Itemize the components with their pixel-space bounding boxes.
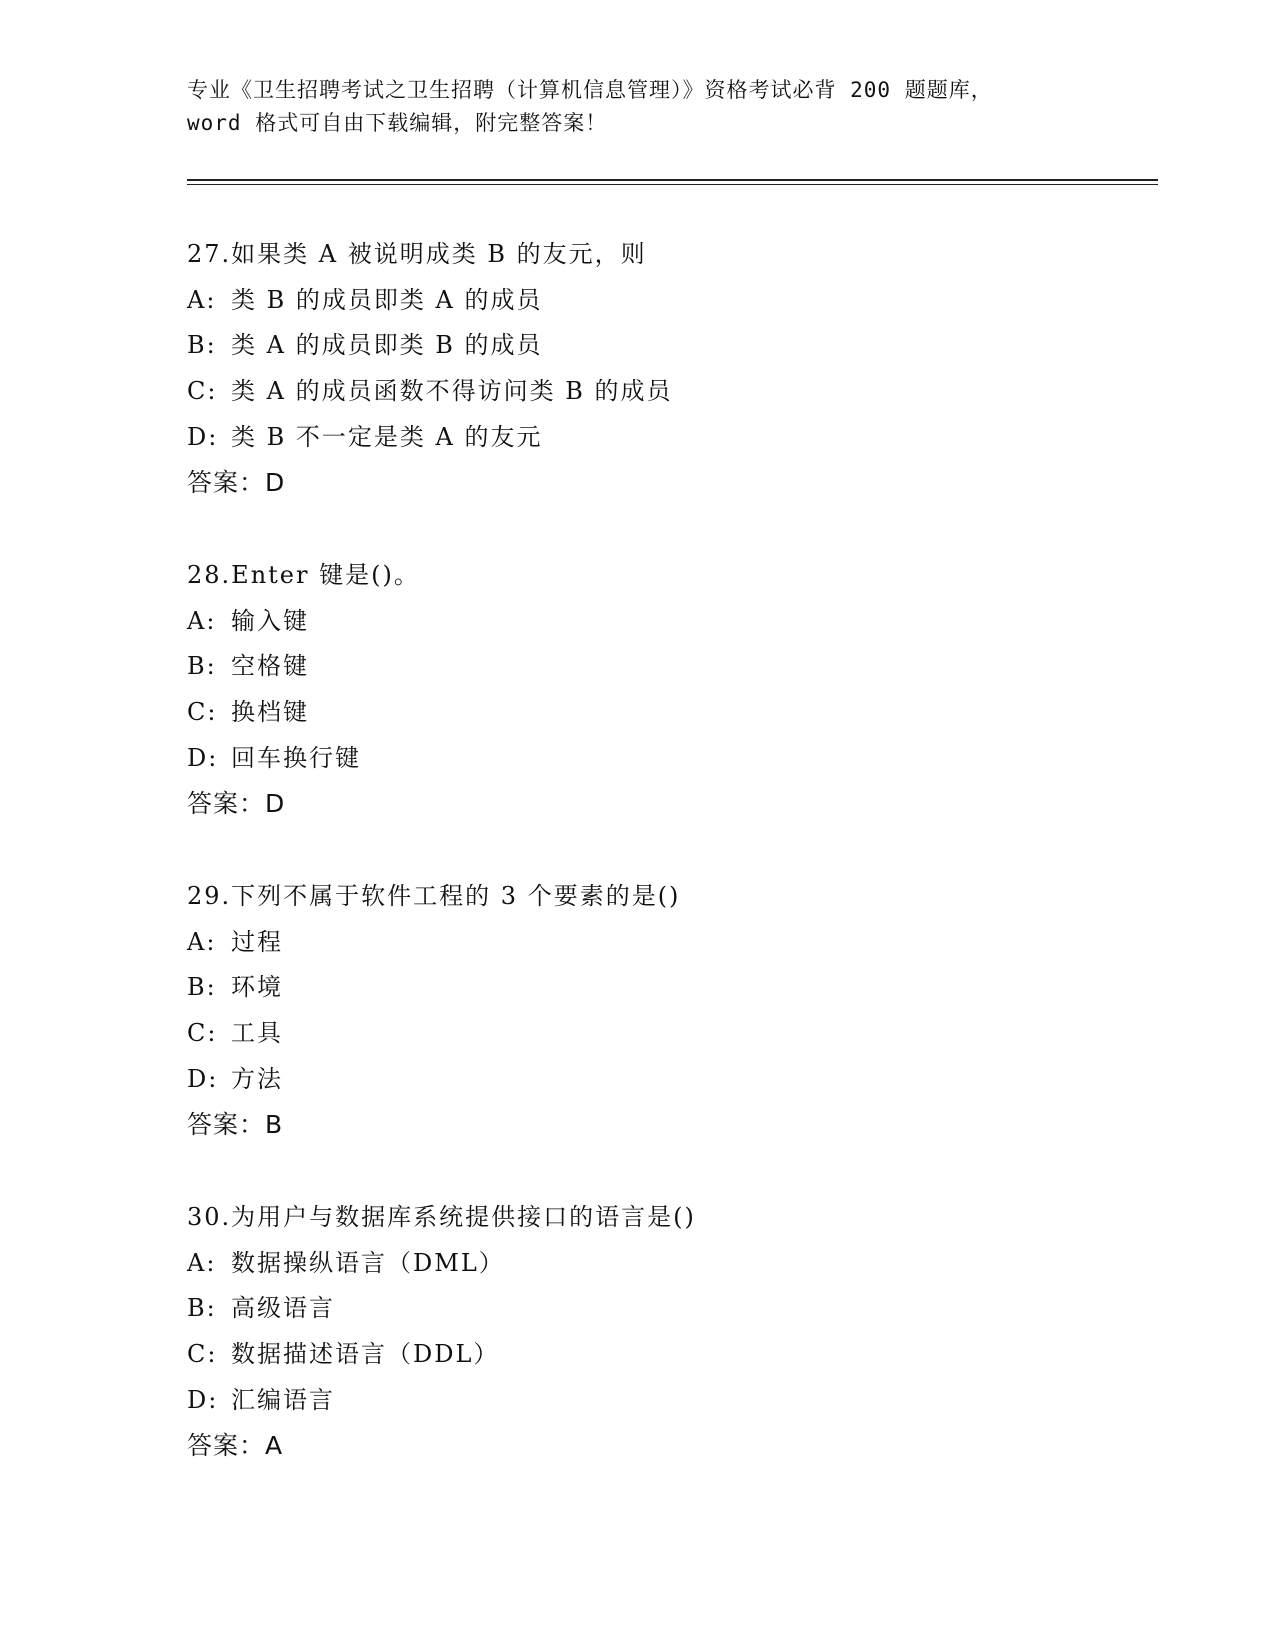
option-a [187, 599, 1137, 645]
option-b [187, 323, 1137, 369]
question-stem: 28.Enter 键是()。 [187, 561, 420, 589]
header-divider [187, 179, 1158, 185]
option-text: 换档键 [231, 698, 309, 727]
option-text: 环境 [231, 973, 283, 1002]
option-key: C: [187, 698, 218, 727]
option-text: 回车换行键 [231, 743, 361, 772]
option-key: B: [187, 652, 217, 681]
option-key: A: [187, 285, 217, 314]
option-key: B: [187, 1294, 217, 1323]
question-28 [187, 553, 1137, 827]
option-text: 空格键 [231, 652, 309, 681]
option-text: 数据描述语言（DDL） [231, 1340, 500, 1369]
option-text: 数据操纵语言（DML） [231, 1248, 505, 1277]
header-line-1: 专业《卫生招聘考试之卫生招聘（计算机信息管理）》资格考试必背 200 题题库， [187, 78, 993, 102]
option-key: D: [187, 422, 219, 451]
document-header [187, 74, 1087, 140]
option-key: C: [187, 1340, 218, 1369]
question-29 [187, 874, 1137, 1148]
option-d [187, 415, 1137, 461]
option-text: 类 A 的成员函数不得访问类 B 的成员 [231, 377, 673, 406]
option-b [187, 1286, 1137, 1332]
option-text: 类 A 的成员即类 B 的成员 [231, 331, 543, 360]
option-a [187, 278, 1137, 324]
option-text: 类 B 不一定是类 A 的友元 [231, 422, 543, 451]
option-key: B: [187, 331, 217, 360]
option-a [187, 920, 1137, 966]
option-key: D: [187, 1385, 219, 1414]
answer: 答案：B [187, 1110, 284, 1140]
option-d [187, 736, 1137, 782]
option-d [187, 1057, 1137, 1103]
option-text: 汇编语言 [231, 1385, 335, 1414]
option-a [187, 1241, 1137, 1287]
option-key: D: [187, 1064, 219, 1093]
option-text: 输入键 [231, 606, 309, 635]
answer: 答案：A [187, 1431, 284, 1461]
option-text: 方法 [231, 1064, 283, 1093]
answer: 答案：D [187, 789, 286, 819]
option-key: C: [187, 377, 218, 406]
answer: 答案：D [187, 468, 286, 498]
option-b [187, 965, 1137, 1011]
option-b [187, 644, 1137, 690]
option-text: 过程 [231, 927, 283, 956]
option-key: B: [187, 973, 217, 1002]
option-text: 工具 [231, 1019, 283, 1048]
option-key: C: [187, 1019, 218, 1048]
option-text: 类 B 的成员即类 A 的成员 [231, 285, 543, 314]
option-key: A: [187, 1248, 217, 1277]
option-key: A: [187, 927, 217, 956]
option-c [187, 369, 1137, 415]
question-stem: 27.如果类 A 被说明成类 B 的友元，则 [187, 240, 647, 268]
option-key: A: [187, 606, 217, 635]
option-text: 高级语言 [231, 1294, 335, 1323]
question-30 [187, 1195, 1137, 1469]
option-c [187, 1011, 1137, 1057]
option-key: D: [187, 743, 219, 772]
header-line-2: word 格式可自由下载编辑，附完整答案！ [187, 111, 608, 135]
option-c [187, 1332, 1137, 1378]
option-d [187, 1378, 1137, 1424]
option-c [187, 690, 1137, 736]
question-stem: 29.下列不属于软件工程的 3 个要素的是() [187, 882, 681, 910]
question-27 [187, 232, 1137, 506]
question-stem: 30.为用户与数据库系统提供接口的语言是() [187, 1203, 696, 1231]
